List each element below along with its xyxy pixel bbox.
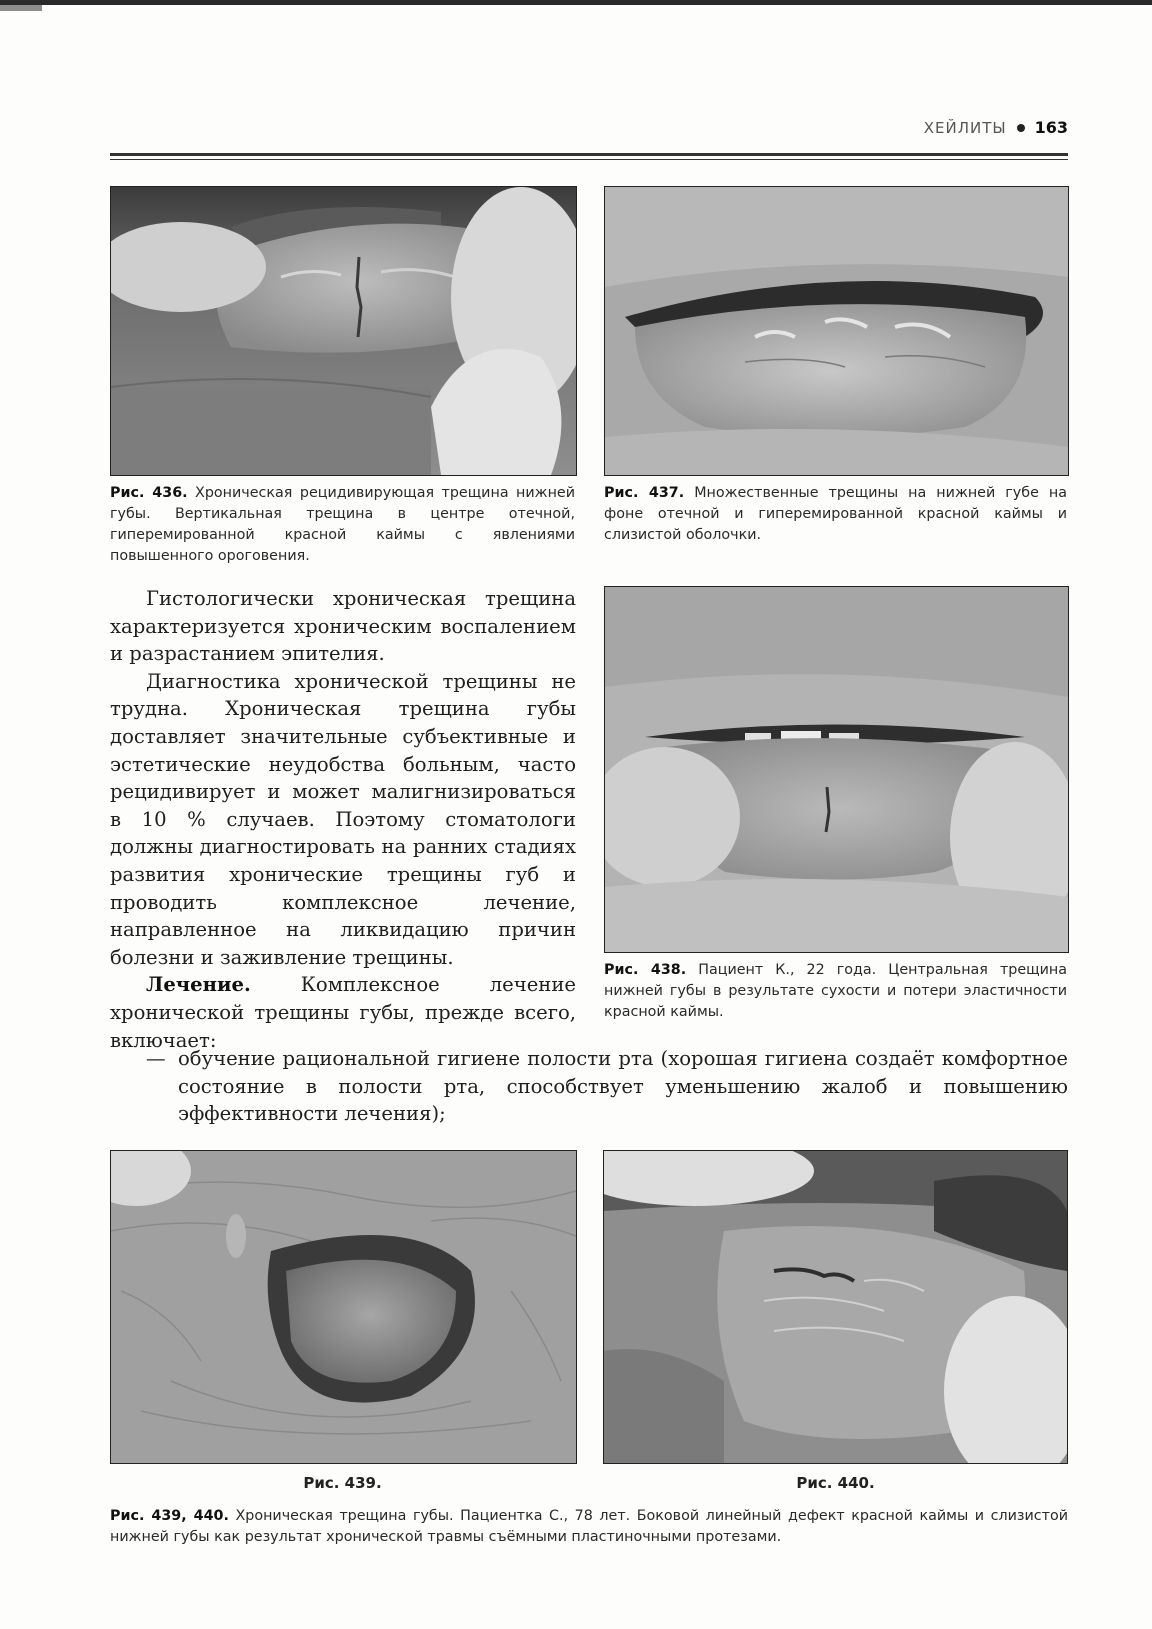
photo-fig-437: [604, 186, 1069, 476]
header-rule-thick: [110, 153, 1068, 156]
list-dash: —: [146, 1047, 166, 1070]
photo-fig-436: [110, 186, 577, 476]
lip-defect-photo-439: [111, 1151, 576, 1463]
treatment-intro: Комплексное лечение хронической трещины губы, прежде всего, включает:: [110, 973, 577, 1052]
lip-defect-photo-440: [604, 1151, 1067, 1463]
label-fig-439: Рис. 439.: [303, 1474, 382, 1492]
page-number: 163: [1034, 118, 1068, 137]
caption-fig-439-440-label: Рис. 439, 440.: [110, 1508, 229, 1524]
lip-fissures-photo-437: [605, 187, 1068, 475]
caption-fig-436-label: Рис. 436.: [110, 485, 188, 501]
header-rule-thin: [110, 159, 1068, 160]
caption-fig-439-440-text: Хроническая трещина губы. Пациентка С., 78 лет. Боковой линейный дефект красной каймы и слизистой нижней губы как результат хронической травмы съёмными пластиночными протезами.: [110, 1508, 1069, 1545]
caption-fig-437-text: Множественные трещины на нижней губе на фоне отечной и гиперемированной красной каймы и слизистой оболочки.: [604, 485, 1068, 543]
photo-fig-440: [603, 1150, 1068, 1464]
photo-fig-438: [604, 586, 1069, 953]
caption-fig-439-440: [110, 1506, 1068, 1548]
body-text-column: [110, 585, 576, 1054]
lip-fissure-photo-436: [111, 187, 576, 475]
caption-fig-436-text: Хроническая рецидивирующая трещина нижней губы. Вертикальная трещина в центре отечной, гиперемированной красной каймы с явлениями повышенного ороговения.: [110, 485, 575, 564]
caption-fig-436: [110, 483, 575, 567]
caption-fig-438: [604, 960, 1067, 1023]
header-section-title: ХЕЙЛИТЫ: [923, 118, 1007, 137]
list-item-hygiene: [146, 1045, 1068, 1128]
paragraph-histology: Гистологически хроническая трещина характеризуется хроническим воспалением и разрастанием эпителия.: [110, 587, 576, 666]
caption-fig-437-label: Рис. 437.: [604, 485, 685, 501]
photo-fig-439: [110, 1150, 577, 1464]
caption-fig-438-text: Пациент К., 22 года. Центральная трещина нижней губы в результате сухости и потери эластичности красной каймы.: [604, 962, 1068, 1020]
treatment-heading: Лечение.: [146, 973, 251, 997]
caption-fig-438-label: Рис. 438.: [604, 962, 687, 978]
list-item-text: обучение рациональной гигиене полости рта (хорошая гигиена создаёт комфортное состояние в полости рта, способствует уменьшению жалоб и повышению эффективности лечения);: [178, 1047, 1068, 1126]
label-fig-440: Рис. 440.: [796, 1474, 875, 1492]
running-header: [924, 118, 1068, 137]
paragraph-diagnostics: Диагностика хронической трещины не трудна. Хроническая трещина губы доставляет значительные субъективные и эстетические неудобства больным, часто рецидивирует и может малигнизироваться в 10 % случаев. Поэтому стоматологи должны диагностировать на ранних стадиях развития хронические трещины губ и проводить комплексное лечение, направленное на ликвидацию причин болезни и заживление трещины.: [110, 669, 576, 969]
page-top-edge-nub: [0, 5, 42, 11]
page-top-edge: [0, 0, 1152, 5]
lip-fissure-photo-438: [605, 587, 1068, 952]
caption-fig-437: [604, 483, 1067, 546]
paragraph-treatment: [110, 971, 576, 1054]
header-bullet-icon: [1017, 124, 1025, 132]
